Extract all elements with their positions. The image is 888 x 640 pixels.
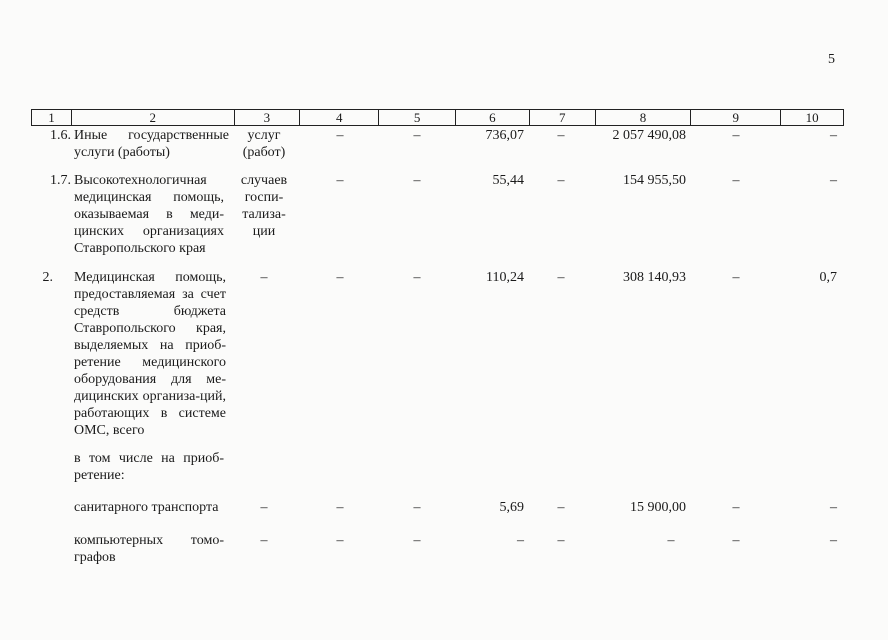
header-col-5: 5: [379, 110, 456, 125]
cell-col-6: 110,24: [486, 270, 524, 285]
header-col-8: 8: [596, 110, 692, 125]
header-col-6: 6: [456, 110, 530, 125]
cell-col-7: –: [557, 500, 565, 515]
cell-col-8: 15 900,00: [630, 500, 686, 515]
cell-col-6: 5,69: [499, 500, 524, 515]
cell-col-5: –: [413, 533, 421, 548]
header-col-9: 9: [691, 110, 781, 125]
cell-col-5: –: [413, 173, 421, 188]
cell-col-7: –: [557, 173, 565, 188]
cell-col-6: –: [517, 533, 524, 548]
cell-col-6: 55,44: [492, 173, 524, 188]
cell-col-5: –: [413, 128, 421, 143]
row-number: 1.7.: [50, 173, 71, 188]
cell-col-8: 2 057 490,08: [612, 128, 686, 143]
cell-col-9: –: [732, 270, 740, 285]
cell-col-4: –: [336, 173, 344, 188]
row-name: компьютерных томо-графов: [74, 533, 224, 565]
cell-col-10: 0,7: [819, 270, 837, 285]
row-name: Высокотехнологичная медицинская помощь, оказываемая в меди-цинских организациях Ставропольского края: [74, 173, 224, 256]
cell-col-4: –: [336, 270, 344, 285]
row-unit: –: [260, 500, 268, 515]
row-number: 1.6.: [50, 128, 71, 143]
cell-col-6: 736,07: [485, 128, 524, 143]
cell-col-4: –: [336, 500, 344, 515]
cell-col-5: –: [413, 270, 421, 285]
row-unit: –: [260, 270, 268, 285]
cell-col-8: –: [667, 533, 675, 548]
cell-col-10: –: [830, 500, 837, 515]
table-header-row: [31, 109, 844, 126]
cell-col-7: –: [557, 533, 565, 548]
cell-col-7: –: [557, 270, 565, 285]
row-name: санитарного транспорта: [74, 500, 219, 515]
cell-col-10: –: [830, 173, 837, 188]
row-name: Иные государственные услуги (работы): [74, 128, 229, 160]
cell-col-8: 308 140,93: [623, 270, 686, 285]
cell-col-9: –: [732, 500, 740, 515]
row-number: 2.: [42, 270, 53, 285]
row-unit: –: [260, 533, 268, 548]
header-col-2: 2: [72, 110, 235, 125]
cell-col-4: –: [336, 533, 344, 548]
row-unit: услуг (работ): [242, 128, 286, 160]
header-col-7: 7: [530, 110, 596, 125]
page-number: 5: [828, 52, 835, 67]
cell-col-5: –: [413, 500, 421, 515]
cell-col-9: –: [732, 128, 740, 143]
header-col-3: 3: [235, 110, 301, 125]
cell-col-8: 154 955,50: [623, 173, 686, 188]
cell-col-9: –: [732, 173, 740, 188]
row-name: Медицинская помощь, предоставляемая за счет средств бюджета Ставропольского края, выделяемых на приоб-ретение медицинского оборудования для ме-дицинских организа-ций, работающих в системе ОМС, всего: [74, 270, 226, 438]
row-unit: случаев госпи- тализа- ции: [240, 173, 288, 239]
cell-col-10: –: [830, 533, 837, 548]
header-col-4: 4: [300, 110, 379, 125]
cell-col-4: –: [336, 128, 344, 143]
cell-col-9: –: [732, 533, 740, 548]
cell-col-10: –: [830, 128, 837, 143]
header-col-1: 1: [32, 110, 72, 125]
header-col-10: 10: [805, 110, 819, 125]
cell-col-7: –: [557, 128, 565, 143]
row-name: в том числе на приоб-ретение:: [74, 451, 224, 483]
